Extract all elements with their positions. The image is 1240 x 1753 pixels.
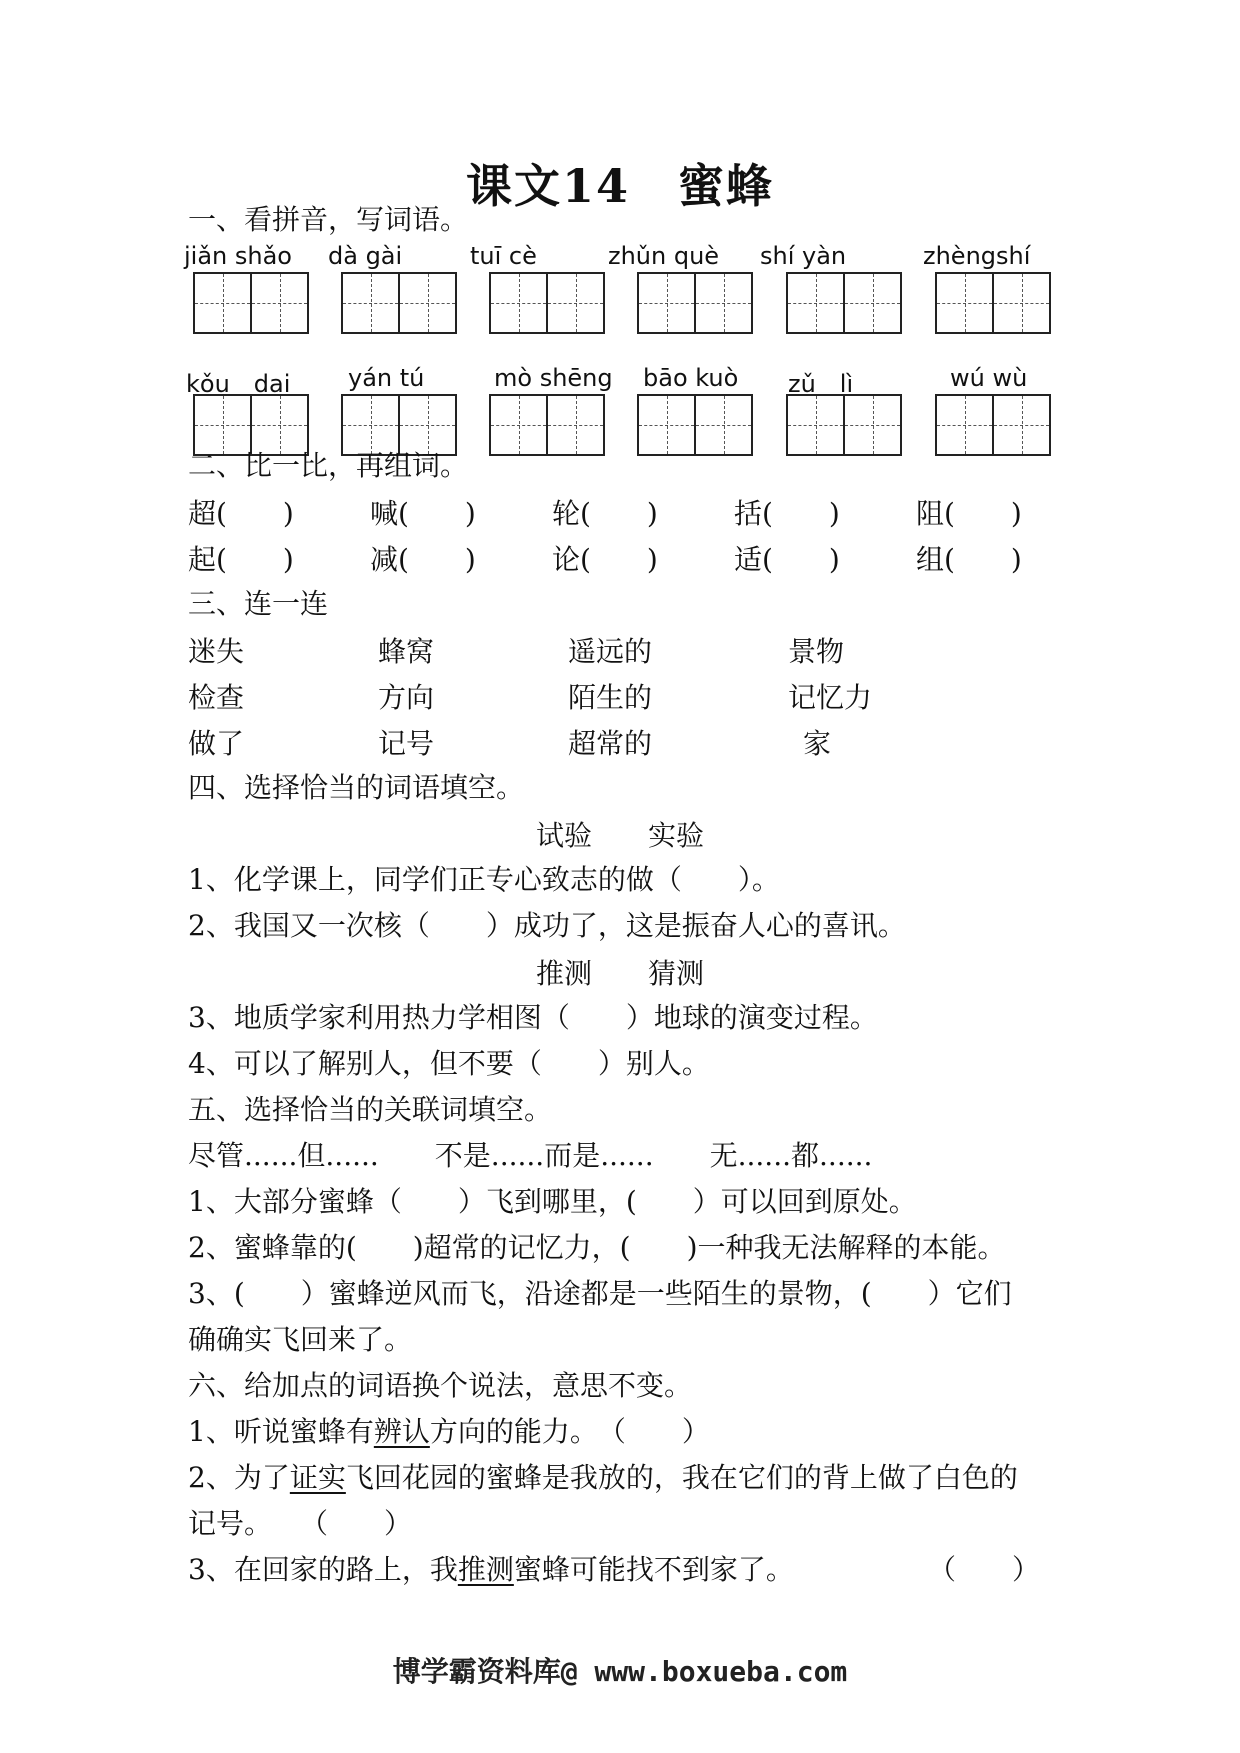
compare-item[interactable]: 轮( )	[552, 497, 658, 530]
question-5-2[interactable]: 2、蜜蜂靠的( )超常的记忆力，( )一种我无法解释的本能。	[188, 1231, 1006, 1264]
pinyin-2-1: kǒu dai	[186, 370, 291, 398]
compare-row-1	[188, 492, 1068, 532]
q6-1-prefix: 1、听说蜜蜂有	[188, 1415, 374, 1448]
compare-item[interactable]: 论( )	[552, 543, 658, 576]
question-4-4[interactable]: 4、可以了解别人，但不要（ ）别人。	[188, 1047, 710, 1080]
word-option: 猜测	[648, 957, 705, 990]
writing-grid[interactable]	[341, 272, 457, 334]
answer-blank[interactable]: （ ）	[928, 1553, 1041, 1586]
match-row-3	[188, 722, 1068, 762]
match-word[interactable]: 蜂窝	[378, 635, 435, 668]
compare-item[interactable]: 起( )	[188, 543, 294, 576]
section2-heading: 二、比一比，再组词。	[188, 449, 469, 482]
match-word[interactable]: 记号	[378, 727, 435, 760]
pinyin-2-6: wú wù	[950, 364, 1028, 392]
match-row-2	[188, 676, 1068, 716]
writing-grid[interactable]	[637, 394, 753, 456]
pinyin-1-4: zhǔn què	[608, 242, 720, 270]
word-bank-1	[0, 814, 1240, 854]
writing-grid[interactable]	[193, 272, 309, 334]
match-word[interactable]: 遥远的	[568, 635, 653, 668]
match-word[interactable]: 迷失	[188, 635, 245, 668]
compare-item[interactable]: 阻( )	[916, 497, 1022, 530]
word-bank-2	[0, 952, 1240, 992]
writing-grid[interactable]	[935, 394, 1051, 456]
question-4-2[interactable]: 2、我国又一次核（ ）成功了，这是振奋人心的喜讯。	[188, 909, 906, 942]
question-6-2-cont[interactable]: 记号。 （ ）	[188, 1507, 413, 1540]
question-6-1[interactable]	[188, 1412, 710, 1452]
match-row-1	[188, 630, 1068, 670]
pinyin-2-2: yán tú	[348, 364, 425, 392]
grid-row-1	[188, 272, 1068, 334]
pinyin-2-3: mò shēng	[494, 364, 613, 392]
match-word[interactable]: 陌生的	[568, 681, 653, 714]
section1-heading: 一、看拼音，写词语。	[188, 203, 469, 236]
pinyin-1-3: tuī cè	[470, 242, 537, 270]
match-word[interactable]: 家	[803, 727, 832, 760]
writing-grid[interactable]	[786, 394, 902, 456]
question-5-1[interactable]: 1、大部分蜜蜂（ ）飞到哪里，( ）可以回到原处。	[188, 1185, 917, 1218]
dotted-word: 推测	[457, 1553, 514, 1586]
pinyin-2-5: zǔ lì	[788, 370, 854, 398]
q6-2-prefix: 2、为了	[188, 1461, 290, 1494]
q6-1-suffix: 方向的能力。 （ ）	[429, 1415, 710, 1448]
q6-2-suffix: 飞回花园的蜜蜂是我放的，我在它们的背上做了白色的	[345, 1461, 1018, 1494]
word-option: 推测	[535, 957, 592, 990]
question-4-1[interactable]: 1、化学课上，同学们正专心致志的做（ ）。	[188, 863, 780, 896]
dotted-word: 辨认	[373, 1415, 430, 1448]
compare-item[interactable]: 超( )	[188, 497, 294, 530]
question-5-3-cont: 确确实飞回来了。	[188, 1323, 413, 1356]
q6-3-prefix: 3、在回家的路上，我	[188, 1553, 458, 1586]
question-6-2[interactable]	[188, 1458, 1018, 1498]
compare-item[interactable]: 减( )	[370, 543, 476, 576]
pinyin-1-5: shí yàn	[760, 242, 847, 270]
match-word[interactable]: 方向	[378, 681, 435, 714]
match-word[interactable]: 超常的	[568, 727, 653, 760]
compare-item[interactable]: 喊( )	[370, 497, 476, 530]
writing-grid[interactable]	[637, 272, 753, 334]
dotted-word: 证实	[289, 1461, 346, 1494]
pinyin-1-6: zhèngshí	[923, 242, 1031, 270]
section5-heading: 五、选择恰当的关联词填空。	[188, 1093, 553, 1126]
match-word[interactable]: 做了	[188, 727, 245, 760]
match-word[interactable]: 记忆力	[788, 681, 873, 714]
compare-item[interactable]: 括( )	[734, 497, 840, 530]
page-title: 课文14 蜜蜂	[465, 159, 774, 213]
compare-row-2	[188, 538, 1068, 578]
question-6-3[interactable]	[188, 1550, 1068, 1590]
section4-heading: 四、选择恰当的词语填空。	[188, 771, 525, 804]
question-5-3[interactable]: 3、( ）蜜蜂逆风而飞，沿途都是一些陌生的景物，( ）它们	[188, 1277, 1012, 1310]
pinyin-1-1: jiǎn shǎo	[184, 242, 292, 270]
section3-heading: 三、连一连	[188, 587, 329, 620]
pinyin-1-2: dà gài	[328, 242, 403, 270]
writing-grid[interactable]	[786, 272, 902, 334]
q6-3-suffix: 蜜蜂可能找不到家了。	[513, 1553, 794, 1586]
writing-grid[interactable]	[489, 272, 605, 334]
watermark-footer: 博学霸资料库@ www.boxueba.com	[392, 1655, 848, 1688]
writing-grid[interactable]	[489, 394, 605, 456]
word-option: 实验	[648, 819, 705, 852]
conjunction-options: 尽管......但...... 不是......而是...... 无......都......	[188, 1139, 873, 1172]
question-4-3[interactable]: 3、地质学家利用热力学相图（ ）地球的演变过程。	[188, 1001, 878, 1034]
word-option: 试验	[535, 819, 592, 852]
compare-item[interactable]: 组( )	[916, 543, 1022, 576]
writing-grid[interactable]	[935, 272, 1051, 334]
pinyin-2-4: bāo kuò	[643, 364, 739, 392]
match-word[interactable]: 景物	[788, 635, 845, 668]
match-word[interactable]: 检查	[188, 681, 245, 714]
section6-heading: 六、给加点的词语换个说法，意思不变。	[188, 1369, 693, 1402]
compare-item[interactable]: 适( )	[734, 543, 840, 576]
